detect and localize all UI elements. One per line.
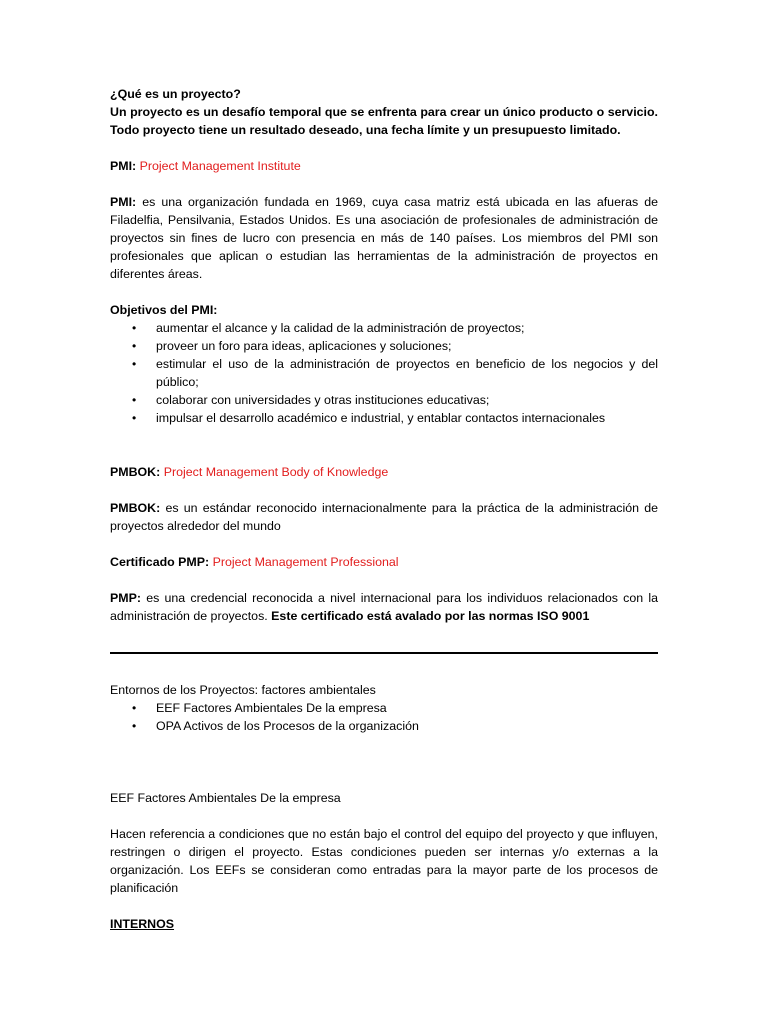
intro-question: ¿Qué es un proyecto? — [110, 87, 241, 101]
list-item: • OPA Activos de los Procesos de la organización — [132, 719, 419, 733]
pmbok-heading-value: Project Management Body of Knowledge — [163, 465, 389, 479]
intro-paragraph — [110, 103, 658, 139]
pmp-desc-iso: Este certificado está avalado por las normas ISO 9001 — [271, 609, 590, 623]
pmp-description — [110, 589, 658, 625]
objetivos-heading: Objetivos del PMI: — [110, 303, 218, 317]
pmi-description — [110, 193, 658, 283]
bullet-icon: • — [132, 393, 137, 407]
pmi-desc-label: PMI: — [110, 195, 137, 209]
pmbok-desc-label: PMBOK: — [110, 501, 161, 515]
list-item: • aumentar el alcance y la calidad de la administración de proyectos; — [132, 321, 525, 335]
bullet-icon: • — [132, 357, 137, 371]
pmbok-heading-label: PMBOK: — [110, 465, 164, 479]
pmbok-heading — [110, 463, 658, 481]
pmp-heading — [110, 553, 658, 571]
entornos-heading: Entornos de los Proyectos: factores ambientales — [110, 683, 376, 697]
eef-heading: EEF Factores Ambientales De la empresa — [110, 791, 341, 805]
list-item: • proveer un foro para ideas, aplicaciones y soluciones; — [132, 339, 452, 353]
document-page — [110, 85, 658, 933]
pmp-heading-label: Certificado PMP: — [110, 555, 213, 569]
internos-heading: INTERNOS — [110, 917, 175, 931]
intro-sentence-1: Un proyecto es un desafío temporal que se enfrenta para crear un único producto o servicio. — [110, 105, 658, 119]
bullet-icon: • — [132, 701, 137, 715]
pmi-heading-label: PMI: — [110, 159, 140, 173]
pmbok-desc-text: es un estándar reconocido internacionalmente para la práctica de la administración de proyectos alrededor del mundo — [110, 501, 658, 533]
intro-sentence-2: Todo proyecto tiene un resultado deseado, una fecha límite y un presupuesto limitado. — [110, 123, 621, 137]
bullet-icon: • — [132, 339, 137, 353]
pmi-heading — [110, 157, 658, 175]
list-item: • colaborar con universidades y otras instituciones educativas; — [132, 393, 490, 407]
list-item: • estimular el uso de la administración de proyectos en beneficio de los negocios y del público; — [132, 357, 658, 389]
pmi-heading-value: Project Management Institute — [139, 159, 301, 173]
pmp-heading-value: Project Management Professional — [212, 555, 399, 569]
bullet-icon: • — [132, 719, 137, 733]
pmbok-description — [110, 499, 658, 535]
pmi-desc-text: es una organización fundada en 1969, cuya casa matriz está ubicada en las afueras de Filadelfia, Pensilvania, Estados Unidos. Es una asociación de profesionales de administración de proyectos sin fines de lucro con presencia en más de 140 países. Los miembros del PMI son profesionales que aplican o estudian las herramientas de la administración de proyectos en diferentes áreas. — [110, 195, 658, 281]
bullet-icon: • — [132, 411, 137, 425]
objetivos-list — [110, 319, 658, 427]
list-item: • EEF Factores Ambientales De la empresa — [132, 701, 387, 715]
pmp-desc-text: es una credencial reconocida a nivel internacional para los individuos relacionados con la administración de proyectos. — [110, 591, 658, 623]
bullet-icon: • — [132, 321, 137, 335]
entornos-list — [110, 699, 658, 735]
eef-description: Hacen referencia a condiciones que no están bajo el control del equipo del proyecto y que influyen, restringen o dirigen el proyecto. Estas condiciones pueden ser internas y/o externas a la organización. Los EEFs se consideran como entradas para la mayor parte de los procesos de planificación — [110, 827, 658, 895]
pmp-desc-label: PMP: — [110, 591, 141, 605]
list-item: • impulsar el desarrollo académico e industrial, y entablar contactos internacionales — [132, 411, 606, 425]
